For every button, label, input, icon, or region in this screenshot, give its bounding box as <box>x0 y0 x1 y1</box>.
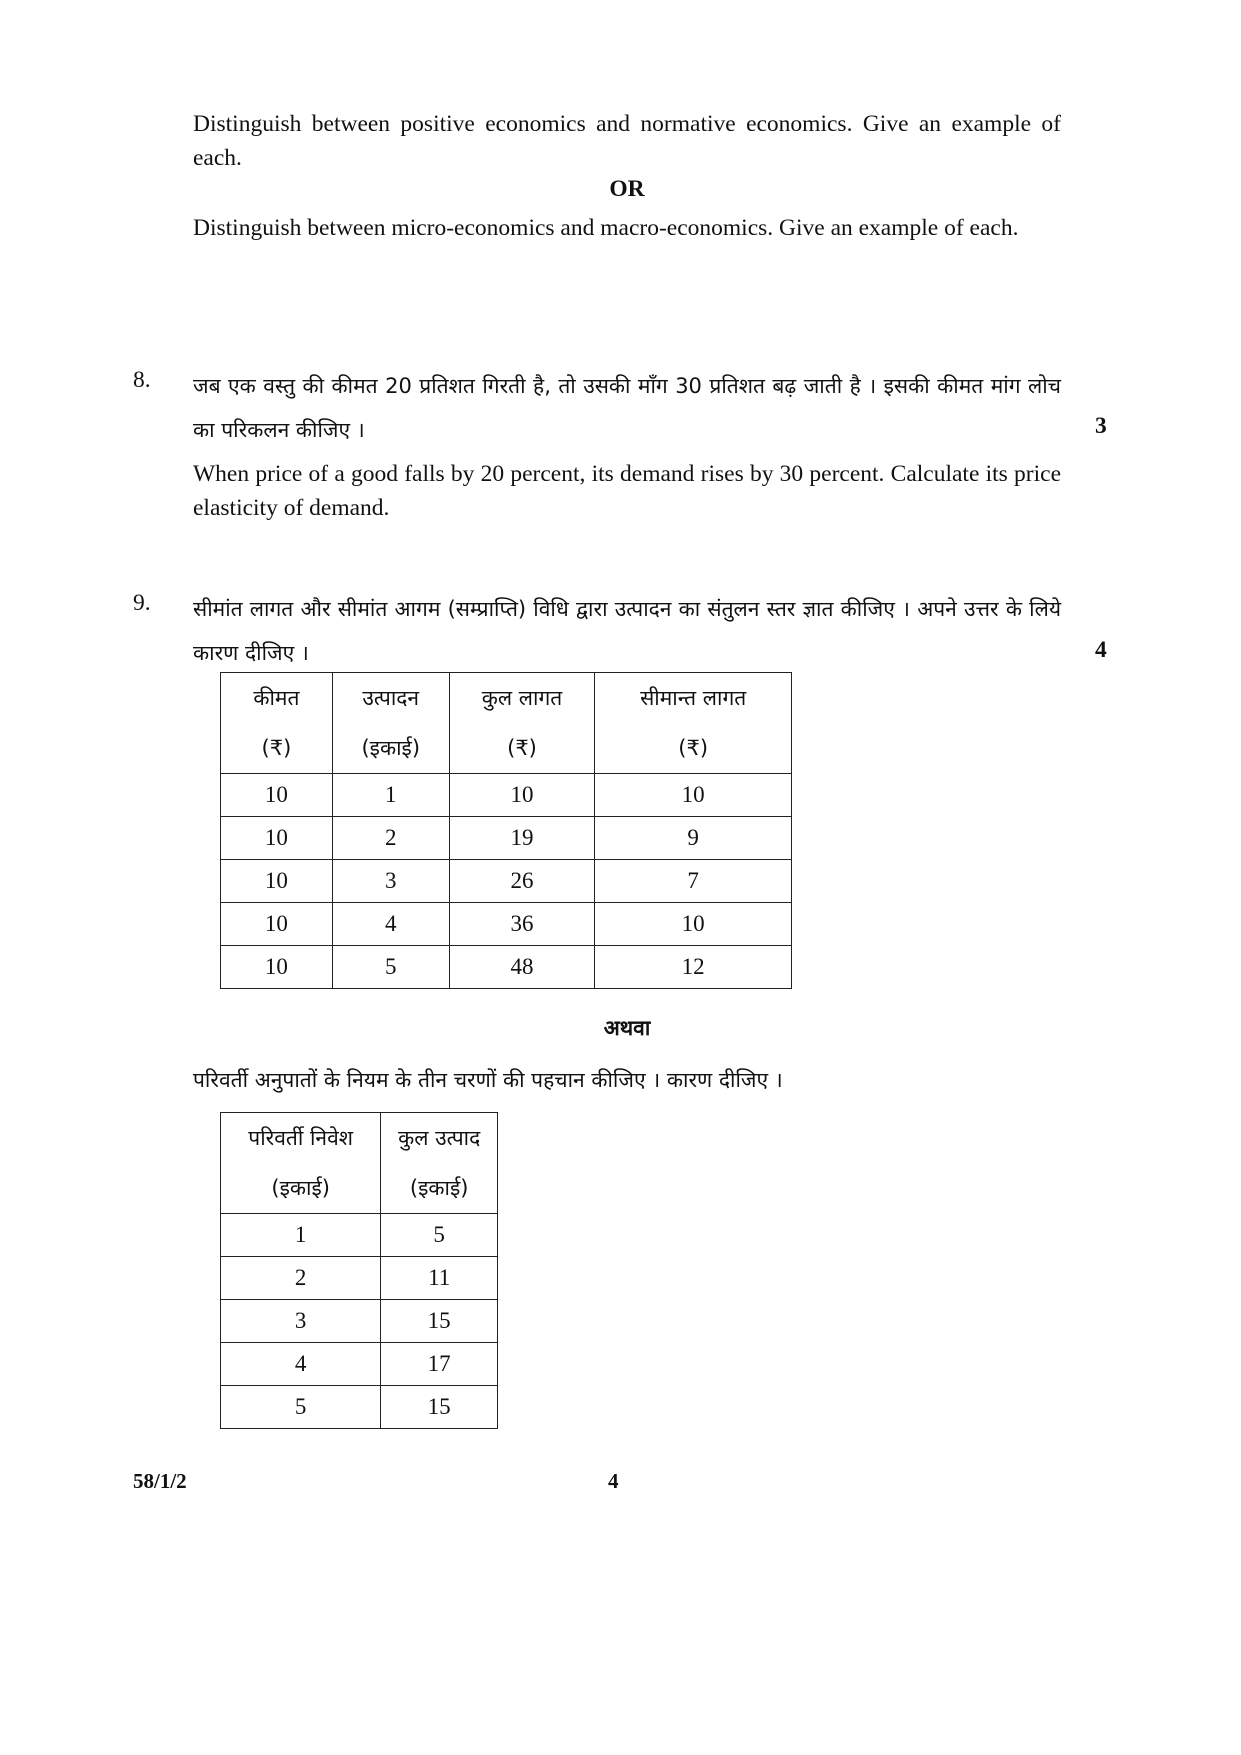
table-row: 10 2 19 9 <box>221 817 792 860</box>
q7-alt-text: Distinguish between micro-economics and macro-economics. Give an example of each. <box>193 215 1019 241</box>
q9-number: 9. <box>133 590 151 616</box>
table-row: 10 3 26 7 <box>221 860 792 903</box>
q8-number: 8. <box>133 367 151 393</box>
cost-table <box>220 672 792 989</box>
production-table <box>220 1112 498 1429</box>
col-header: उत्पादन (इकाई) <box>332 673 449 774</box>
table-row: 3 15 <box>221 1300 498 1343</box>
col-header: सीमान्त लागत (₹) <box>595 673 792 774</box>
table-row: 4 17 <box>221 1343 498 1386</box>
table-row: 10 4 36 10 <box>221 903 792 946</box>
q9-marks: 4 <box>1095 637 1107 663</box>
q9-alt-hindi: परिवर्ती अनुपातों के नियम के तीन चरणों की पहचान कीजिए । कारण दीजिए । <box>193 1068 783 1092</box>
table-row: 10 1 10 10 <box>221 774 792 817</box>
cost-table-header <box>221 673 792 774</box>
col-header: परिवर्ती निवेश (इकाई) <box>221 1113 381 1214</box>
table-row: 10 5 48 12 <box>221 946 792 989</box>
q8-marks: 3 <box>1095 413 1107 439</box>
q9-hindi: सीमांत लागत और सीमांत आगम (सम्प्राप्ति) विधि द्वारा उत्पादन का संतुलन स्तर ज्ञात कीजिए । अपने उत्तर के लिये कारण दीजिए । <box>193 597 1061 665</box>
q8-english: When price of a good falls by 20 percent, its demand rises by 30 percent. Calculate its price elasticity of demand. <box>193 461 1061 521</box>
table-row: 2 11 <box>221 1257 498 1300</box>
production-table-header <box>221 1113 498 1214</box>
paper-code: 58/1/2 <box>133 1469 187 1493</box>
col-header: कीमत (₹) <box>221 673 333 774</box>
table-row: 1 5 <box>221 1214 498 1257</box>
q9-or-label: अथवा <box>603 1016 651 1040</box>
q7-text: Distinguish between positive economics and normative economics. Give an example of each. <box>193 111 1061 171</box>
q7-or-label: OR <box>609 176 645 202</box>
table-row: 5 15 <box>221 1386 498 1429</box>
q8-hindi: जब एक वस्तु की कीमत 20 प्रतिशत गिरती है, तो उसकी माँग 30 प्रतिशत बढ़ जाती है । इसकी कीमत मांग लोच का परिकलन कीजिए । <box>193 374 1061 442</box>
col-header: कुल लागत (₹) <box>449 673 595 774</box>
col-header: कुल उत्पाद (इकाई) <box>381 1113 498 1214</box>
page-number: 4 <box>608 1469 619 1493</box>
